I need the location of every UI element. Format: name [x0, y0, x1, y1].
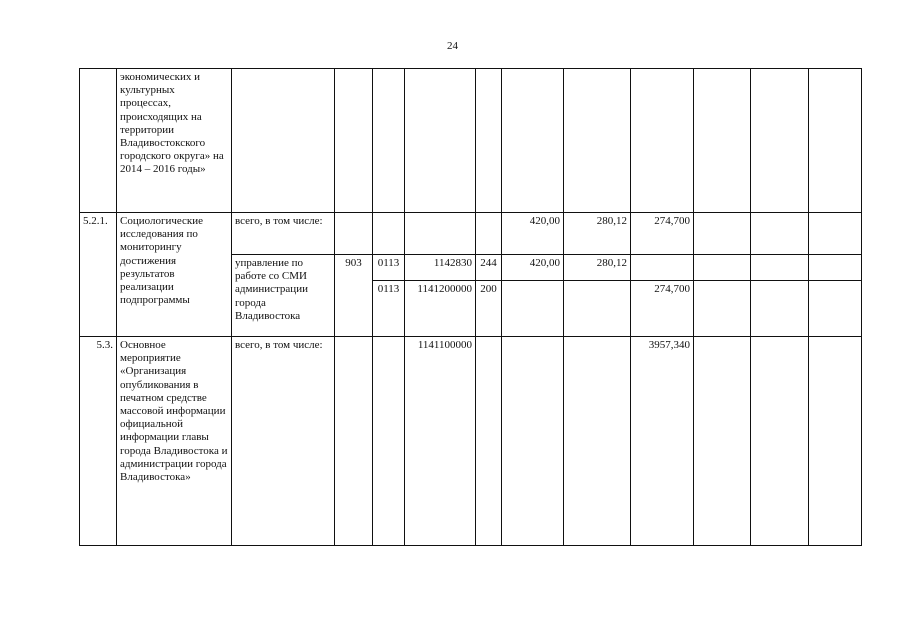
cell-vr: 244 — [476, 255, 502, 281]
cell-extra-2 — [751, 337, 809, 546]
cell-csr — [405, 213, 476, 255]
table-row — [80, 337, 862, 546]
cell-executor: управление по работе со СМИ администрации города Владивостока — [232, 255, 335, 337]
cell-extra-3 — [809, 337, 862, 546]
cell-year-2014 — [502, 337, 564, 546]
cell-extra-1 — [694, 337, 751, 546]
cell-extra-3 — [809, 281, 862, 337]
cell-extra-3 — [809, 213, 862, 255]
cell-year-2015 — [564, 281, 631, 337]
cell-event-name: Основное мероприятие «Организация опубликования в печатном средстве массовой информации официальной информации главы города Владивостока и администрации города Владивостока» — [117, 337, 232, 546]
program-table — [79, 68, 862, 546]
cell-csr: 1141100000 — [405, 337, 476, 546]
cell-rz-pr — [373, 213, 405, 255]
cell-year-2015 — [564, 337, 631, 546]
cell-extra-3 — [809, 69, 862, 213]
cell-extra-1 — [694, 255, 751, 281]
cell-extra-3 — [809, 255, 862, 281]
cell-year-2015 — [564, 69, 631, 213]
table-row — [80, 69, 862, 213]
cell-num: 5.2.1. — [80, 213, 117, 337]
cell-year-2014: 420,00 — [502, 213, 564, 255]
cell-extra-1 — [694, 69, 751, 213]
cell-vr — [476, 213, 502, 255]
cell-executor: всего, в том числе: — [232, 213, 335, 255]
cell-executor: всего, в том числе: — [232, 337, 335, 546]
cell-extra-1 — [694, 213, 751, 255]
cell-vr — [476, 337, 502, 546]
cell-extra-2 — [751, 69, 809, 213]
cell-extra-1 — [694, 281, 751, 337]
cell-extra-2 — [751, 255, 809, 281]
cell-rz-pr: 0113 — [373, 255, 405, 281]
cell-grbs — [335, 213, 373, 255]
cell-year-2016: 3957,340 — [631, 337, 694, 546]
cell-num — [80, 69, 117, 213]
cell-rz-pr — [373, 337, 405, 546]
cell-event-name: Социологические исследования по мониторингу достижения результатов реализации подпрограммы — [117, 213, 232, 337]
cell-year-2016 — [631, 69, 694, 213]
cell-grbs — [335, 69, 373, 213]
cell-executor — [232, 69, 335, 213]
cell-vr: 200 — [476, 281, 502, 337]
cell-year-2015: 280,12 — [564, 255, 631, 281]
cell-rz-pr — [373, 69, 405, 213]
table-row — [80, 213, 862, 255]
cell-year-2016 — [631, 255, 694, 281]
page-number: 24 — [447, 40, 458, 52]
cell-extra-2 — [751, 213, 809, 255]
cell-grbs: 903 — [335, 255, 373, 337]
cell-event-name: экономических и культурных процессах, происходящих на территории Владивостокского городского округа» на 2014 – 2016 годы» — [117, 69, 232, 213]
cell-grbs — [335, 337, 373, 546]
cell-rz-pr: 0113 — [373, 281, 405, 337]
cell-extra-2 — [751, 281, 809, 337]
cell-csr — [405, 69, 476, 213]
cell-year-2015: 280,12 — [564, 213, 631, 255]
cell-csr: 1142830 — [405, 255, 476, 281]
cell-year-2014: 420,00 — [502, 255, 564, 281]
cell-vr — [476, 69, 502, 213]
cell-num: 5.3. — [80, 337, 117, 546]
cell-csr: 1141200000 — [405, 281, 476, 337]
cell-year-2014 — [502, 281, 564, 337]
cell-year-2016: 274,700 — [631, 213, 694, 255]
cell-year-2014 — [502, 69, 564, 213]
cell-year-2016: 274,700 — [631, 281, 694, 337]
